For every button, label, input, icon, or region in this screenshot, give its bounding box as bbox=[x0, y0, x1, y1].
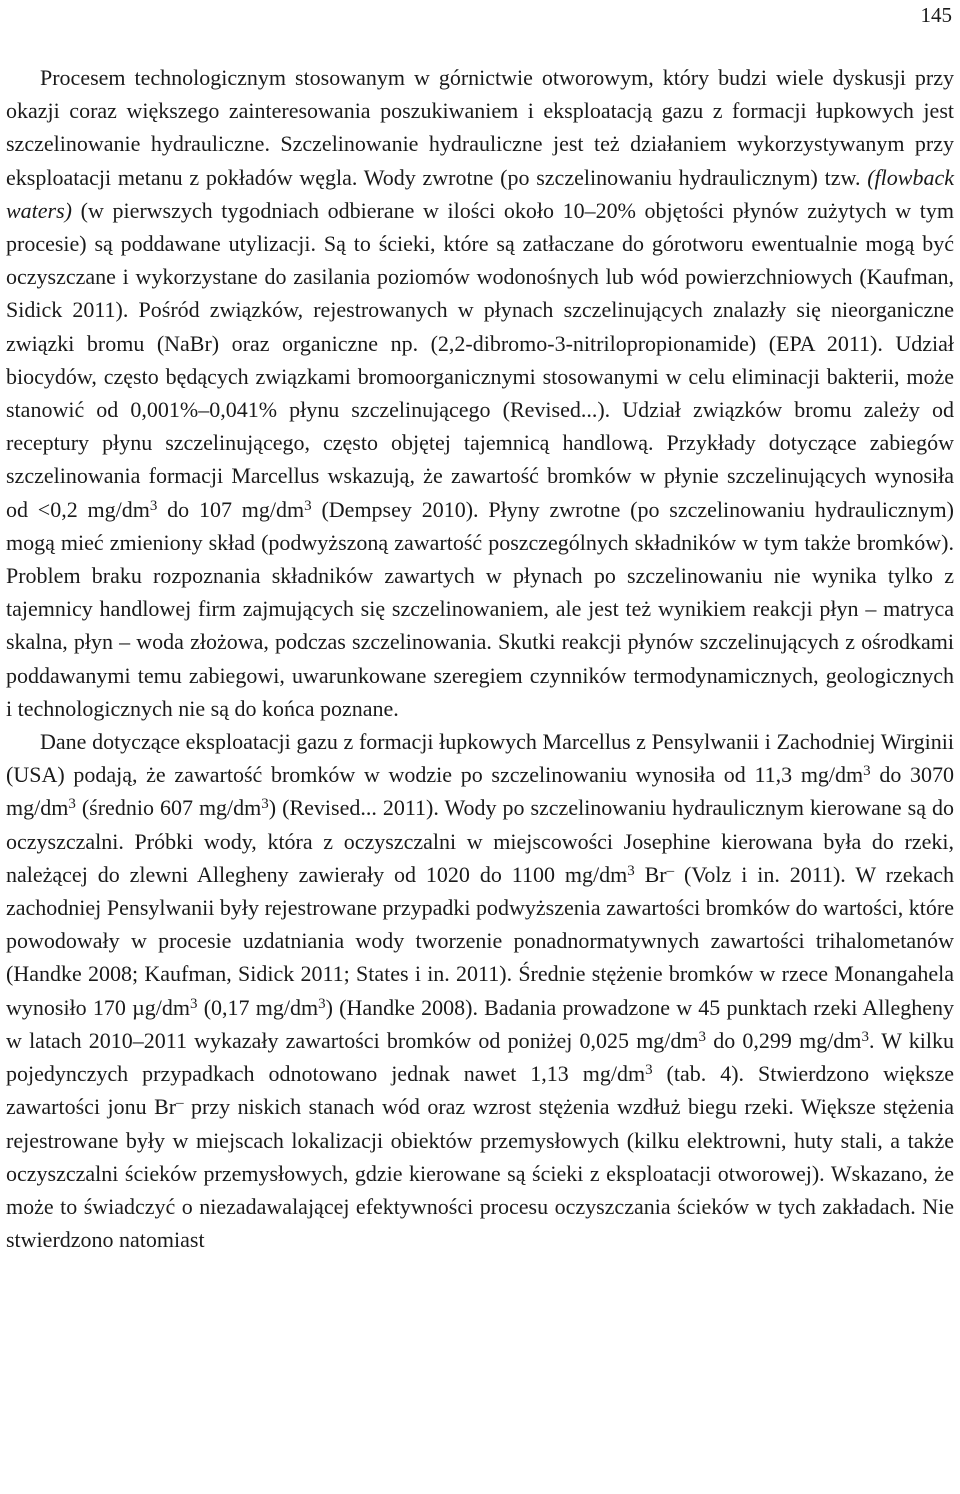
text-segment: Procesem technologicznym stosowanym w górnictwie otworowym, który budzi wiele dyskusji przy okazji coraz większego zainteresowania poszukiwaniem i eksploatacją gazu z formacji łupkowych jest szczelinowanie hydrauliczne. Szczelinowanie hydrauliczne jest też działaniem wykorzystywanym przy eksploatacji metanu z pokładów węgla. Wody zwrotne (po szczelinowaniu hydraulicznym) tzw. bbox=[6, 65, 954, 190]
text-segment-italic: (flowback waters) bbox=[6, 164, 954, 223]
text-segment: Dane dotyczące eksploatacji gazu z formacji łupkowych Marcellus z Pensylwanii i Zachodniej Wirginii (USA) podają, że zawartość bromków w wodzie po szczelinowaniu wynosiła od 11,3 mg/dm bbox=[6, 729, 954, 788]
text-segment: (0,17 mg/dm bbox=[197, 994, 319, 1020]
text-segment: (w pierwszych tygodniach odbierane w ilości około 10–20% objętości płynów zużytych w tym procesie) są poddawane utylizacji. Są to ścieki, które są zatłaczane do górotworu ewentualnie mogą być oczyszczane i wykorzystane do zasilania poziomów wodonośnych lub wód powierzchniowych (Kaufman, Sidick 2011). Pośród związków, rejestrowanych w płynach szczelinujących znalazły się nieorganiczne związki bromu (NaBr) oraz organiczne np. (2,2-dibromo-3-nitrilopropionamide) (EPA 2011). Udział biocydów, często będących związkami bromoorganicznymi stosowanymi w celu eliminacji bakterii, może stanowić od 0,001%–0,041% płynu szczelinującego (Revised...). Udział związków bromu zależy od receptury płynu szczelinującego, często objętej tajemnicą handlową. Przykłady dotyczące zabiegów szczelinowania formacji Marcellus wskazują, że zawartość bromków w płynie szczelinujących wynosiła od <0,2 mg/dm bbox=[6, 197, 954, 522]
text-segment: ) (Handke 2008). Badania prowadzone w 45 punktach rzeki Allegheny w latach 2010–2011 wykazały zawartości bromków od poniżej 0,025 mg/dm bbox=[6, 994, 954, 1053]
superscript: 3 bbox=[861, 1028, 869, 1045]
text-segment: do 107 mg/dm bbox=[157, 496, 305, 522]
body-text bbox=[6, 61, 954, 1256]
text-segment: do 0,299 mg/dm bbox=[706, 1027, 862, 1053]
text-segment: (średnio 607 mg/dm bbox=[75, 795, 262, 821]
paragraph-2 bbox=[6, 725, 954, 1256]
superscript: 3 bbox=[190, 995, 198, 1012]
text-segment: Br bbox=[634, 861, 667, 887]
superscript: 3 bbox=[627, 862, 635, 879]
superscript: – bbox=[666, 862, 675, 879]
superscript: 3 bbox=[698, 1028, 707, 1045]
text-segment: przy niskich stanach wód oraz wzrost stężenia wzdłuż biegu rzeki. Większe stężenia rejestrowane były w miejscach lokalizacji obiektów przemysłowych (kilku elektrowni, huty stali, a także oczyszczalni ścieków przemysłowych, gdzie kierowane są ścieki z eksploatacji otworowej). Wskazano, że może to świadczyć o niezadawalającej efektywności procesu oczyszczania ścieków w tych zakładach. Nie stwierdzono natomiast bbox=[6, 1094, 954, 1253]
text-segment: ) (Revised... 2011). Wody po szczelinowaniu hydraulicznym kierowane są do oczyszczalni. Próbki wody, która z oczyszczalni w miejscowości Josephine kierowana była do rzeki, należącej do zlewni Allegheny zawierały od 1020 do 1100 mg/dm bbox=[6, 795, 954, 887]
superscript: 3 bbox=[645, 1062, 653, 1079]
text-segment: (tab. 4). Stwierdzono większe zawartości jonu Br bbox=[6, 1061, 954, 1120]
page-number: 145 bbox=[920, 3, 952, 27]
superscript: 3 bbox=[149, 497, 158, 514]
superscript: – bbox=[176, 1095, 184, 1112]
text-segment: . W kilku pojedynczych przypadkach odnotowano jednak nawet 1,13 mg/dm bbox=[6, 1027, 955, 1087]
superscript: 3 bbox=[68, 796, 76, 813]
superscript: 3 bbox=[318, 995, 326, 1012]
text-segment: do 3070 mg/dm bbox=[6, 762, 954, 821]
superscript: 3 bbox=[304, 497, 312, 514]
superscript: 3 bbox=[261, 796, 269, 813]
superscript: 3 bbox=[863, 763, 871, 780]
text-segment: (Dempsey 2010). Płyny zwrotne (po szczelinowaniu hydraulicznym) mogą mieć zmieniony skład (podwyższoną zawartość poszczególnych składników w tym także bromków). Problem braku rozpoznania składników zawartych w płynach po szczelinowaniu nie wynika tylko z tajemnicy handlowej firm zajmujących się szczelinowaniem, ale jest też wynikiem reakcji płyn – matryca skalna, płyn – woda złożowa, podczas szczelinowania. Skutki reakcji płynów szczelinujących z ośrodkami poddawanymi temu zabiegowi, uwarunkowane szeregiem czynników termodynamicznych, geologicznych i technologicznych nie są do końca poznane. bbox=[6, 496, 954, 721]
text-segment: (Volz i in. 2011). W rzekach zachodniej Pensylwanii były rejestrowane przypadki podwyższenia zawartości bromków do wartości, które powodowały w procesie uzdatniania wody tworzenie ponadnormatywnych zawartości trihalometanów (Handke 2008; Kaufman, Sidick 2011; States i in. 2011). Średnie stężenie bromków w rzece Monangahela wynosiło 170 µg/dm bbox=[6, 861, 954, 1020]
paragraph-1 bbox=[6, 61, 954, 725]
